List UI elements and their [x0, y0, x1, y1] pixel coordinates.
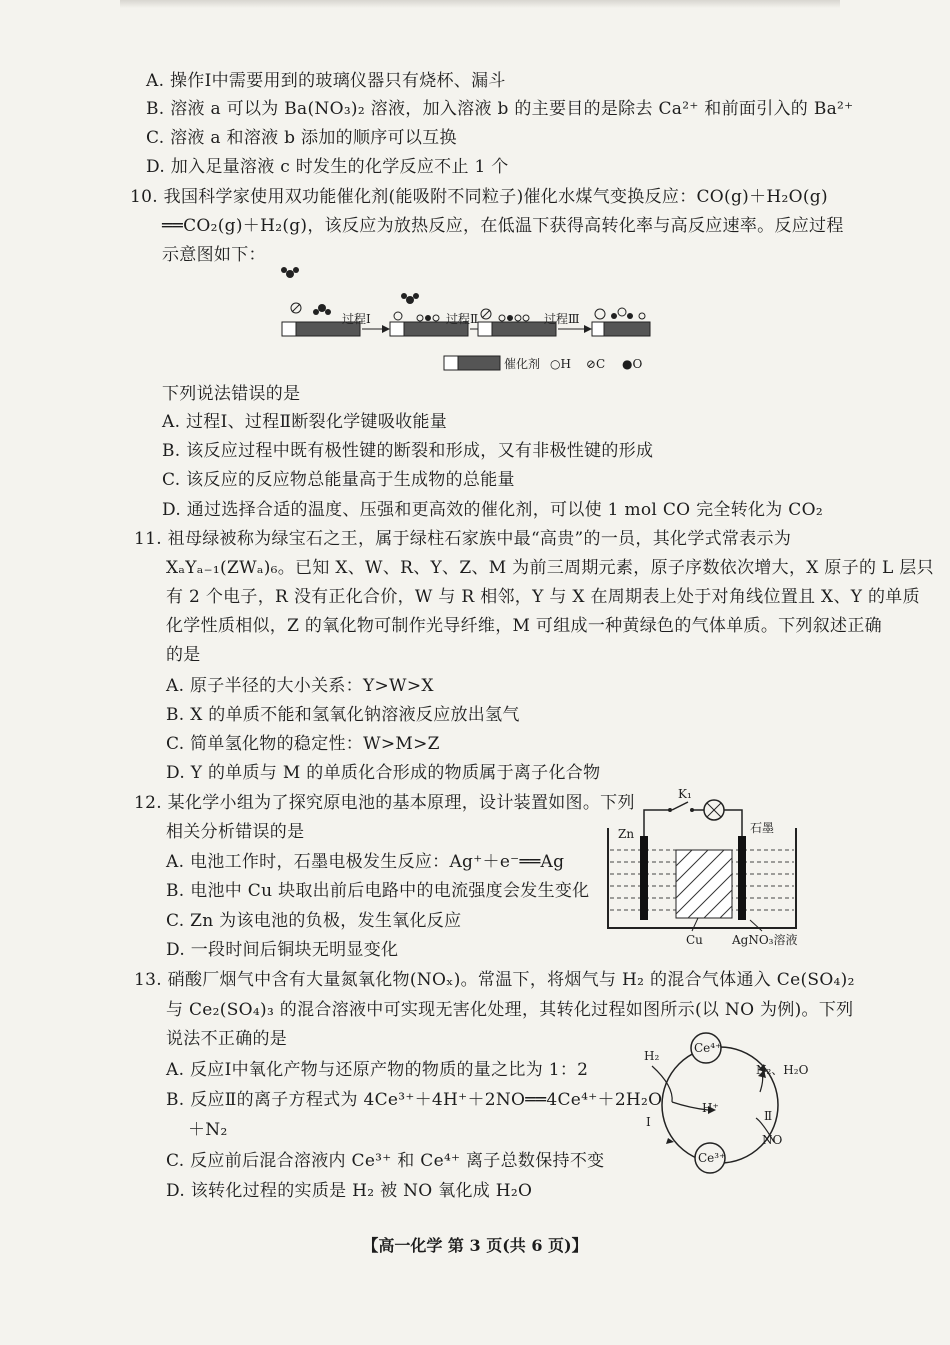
label-reaction-2: Ⅱ	[764, 1109, 773, 1123]
label-zn: Zn	[618, 827, 635, 841]
label-cu: Cu	[686, 933, 703, 947]
q10-stem-1: 10. 我国科学家使用双功能催化剂(能吸附不同粒子)催化水煤气变换反应：CO(g)＋H₂O(g)	[130, 187, 828, 207]
ce-cycle-diagram	[638, 1030, 818, 1180]
q11-option-a: A. 原子半径的大小关系：Y>W>X	[166, 676, 434, 696]
q13-option-a: A. 反应Ⅰ中氧化产物与还原产物的物质的量之比为 1：2	[166, 1060, 589, 1080]
q11-stem-1: 11. 祖母绿被称为绿宝石之王，属于绿柱石家族中最“高贵”的一员，其化学式常表示为	[134, 529, 792, 549]
step-3-label: 过程Ⅲ	[544, 312, 580, 326]
label-ce3: Ce³⁺	[698, 1151, 726, 1165]
q12-option-a: A. 电池工作时，石墨电极发生反应：Ag⁺＋e⁻══Ag	[166, 852, 565, 872]
q12-stem-2: 相关分析错误的是	[166, 822, 305, 842]
label-products: N₂、H₂O	[756, 1063, 809, 1077]
legend-h: ○H	[550, 357, 571, 371]
q10-stem-3: 示意图如下：	[162, 245, 266, 265]
stage-4-catalyst	[592, 308, 650, 336]
label-graphite: 石墨	[750, 821, 775, 835]
q13-option-d: D. 该转化过程的实质是 H₂ 被 NO 氧化成 H₂O	[166, 1181, 533, 1201]
step-1-label: 过程Ⅰ	[342, 312, 371, 326]
q10-option-d: D. 通过选择合适的温度、压强和更高效的催化剂，可以使 1 mol CO 完全转化为 CO₂	[162, 500, 823, 520]
q11-stem-2: XₐYₐ₋₁(ZWₐ)₆。已知 X、W、R、Y、Z、M 为前三周期元素，原子序数依次增大，X 原子的 L 层只	[166, 558, 934, 578]
q13-stem-2: 与 Ce₂(SO₄)₃ 的混合溶液中可实现无害化处理，其转化过程如图所示(以 NO 为例)。下列	[166, 1000, 854, 1020]
q13-option-b-cont: ＋N₂	[188, 1120, 228, 1140]
q12-option-d: D. 一段时间后铜块无明显变化	[166, 940, 399, 960]
q11-option-c: C. 简单氢化物的稳定性：W>M>Z	[166, 734, 440, 754]
q9-option-c: C. 溶液 a 和溶液 b 添加的顺序可以互换	[146, 128, 457, 148]
q12-stem-1: 12. 某化学小组为了探究原电池的基本原理，设计装置如图。下列	[134, 793, 635, 813]
switch-k1	[672, 802, 688, 810]
q11-stem-5: 的是	[166, 645, 201, 665]
q10-reaction-diagram	[270, 268, 670, 378]
label-no: NO	[762, 1133, 783, 1147]
q11-stem-4: 化学性质相似，Z 的氧化物可制作光导纤维，M 可组成一种黄绿色的气体单质。下列叙述正确	[166, 616, 882, 636]
graphite-electrode	[738, 836, 746, 920]
q9-option-a: A. 操作Ⅰ中需要用到的玻璃仪器只有烧杯、漏斗	[146, 71, 506, 91]
legend-catalyst: 催化剂	[504, 357, 541, 371]
galvanic-cell-diagram	[600, 788, 810, 948]
q12-option-b: B. 电池中 Cu 块取出前后电路中的电流强度会发生变化	[166, 881, 590, 901]
page-footer: 【高一化学 第 3 页(共 6 页)】	[362, 1236, 588, 1255]
q12-option-c: C. Zn 为该电池的负极，发生氧化反应	[166, 911, 462, 931]
q13-stem-3: 说法不正确的是	[166, 1029, 288, 1049]
q13-stem-1: 13. 硝酸厂烟气中含有大量氮氧化物(NOₓ)。常温下，将烟气与 H₂ 的混合气体通入 Ce(SO₄)₂	[134, 970, 855, 990]
label-ce4: Ce⁴⁺	[694, 1041, 722, 1055]
q10-option-a: A. 过程Ⅰ、过程Ⅱ断裂化学键吸收能量	[162, 412, 448, 432]
label-h2: H₂	[644, 1049, 660, 1063]
diagram-legend	[444, 356, 642, 371]
q10-question: 下列说法错误的是	[162, 384, 301, 404]
q9-option-b: B. 溶液 a 可以为 Ba(NO₃)₂ 溶液，加入溶液 b 的主要目的是除去 Ca²⁺ 和前面引入的 Ba²⁺	[146, 99, 854, 119]
step-2-label: 过程Ⅱ	[446, 312, 479, 326]
label-k1: K₁	[678, 787, 692, 801]
q11-option-b: B. X 的单质不能和氢氧化钠溶液反应放出氢气	[166, 705, 520, 725]
q11-stem-3: 有 2 个电子，R 没有正化合价，W 与 R 相邻，Y 与 X 在周期表上处于对角线位置且 X、Y 的单质	[166, 587, 920, 607]
q10-option-b: B. 该反应过程中既有极性键的断裂和形成，又有非极性键的形成	[162, 441, 654, 461]
cu-block	[676, 850, 732, 918]
label-solution: AgNO₃溶液	[732, 933, 798, 947]
label-hplus: H⁺	[702, 1101, 719, 1115]
q13-option-c: C. 反应前后混合溶液内 Ce³⁺ 和 Ce⁴⁺ 离子总数保持不变	[166, 1151, 605, 1171]
label-reaction-1: Ⅰ	[646, 1115, 651, 1129]
legend-o: ●O	[622, 357, 643, 371]
q10-stem-2: ══CO₂(g)＋H₂(g)，该反应为放热反应，在低温下获得高转化率与高反应速率。反应过程	[162, 216, 844, 236]
scan-edge	[120, 0, 840, 8]
q11-option-d: D. Y 的单质与 M 的单质化合形成的物质属于离子化合物	[166, 763, 601, 783]
legend-c: ⊘C	[586, 357, 606, 371]
q10-option-c: C. 该反应的反应物总能量高于生成物的总能量	[162, 470, 515, 490]
zn-electrode	[640, 836, 648, 920]
q9-option-d: D. 加入足量溶液 c 时发生的化学反应不止 1 个	[146, 157, 509, 177]
q13-option-b: B. 反应Ⅱ的离子方程式为 4Ce³⁺＋4H⁺＋2NO══4Ce⁴⁺＋2H₂O	[166, 1090, 663, 1110]
